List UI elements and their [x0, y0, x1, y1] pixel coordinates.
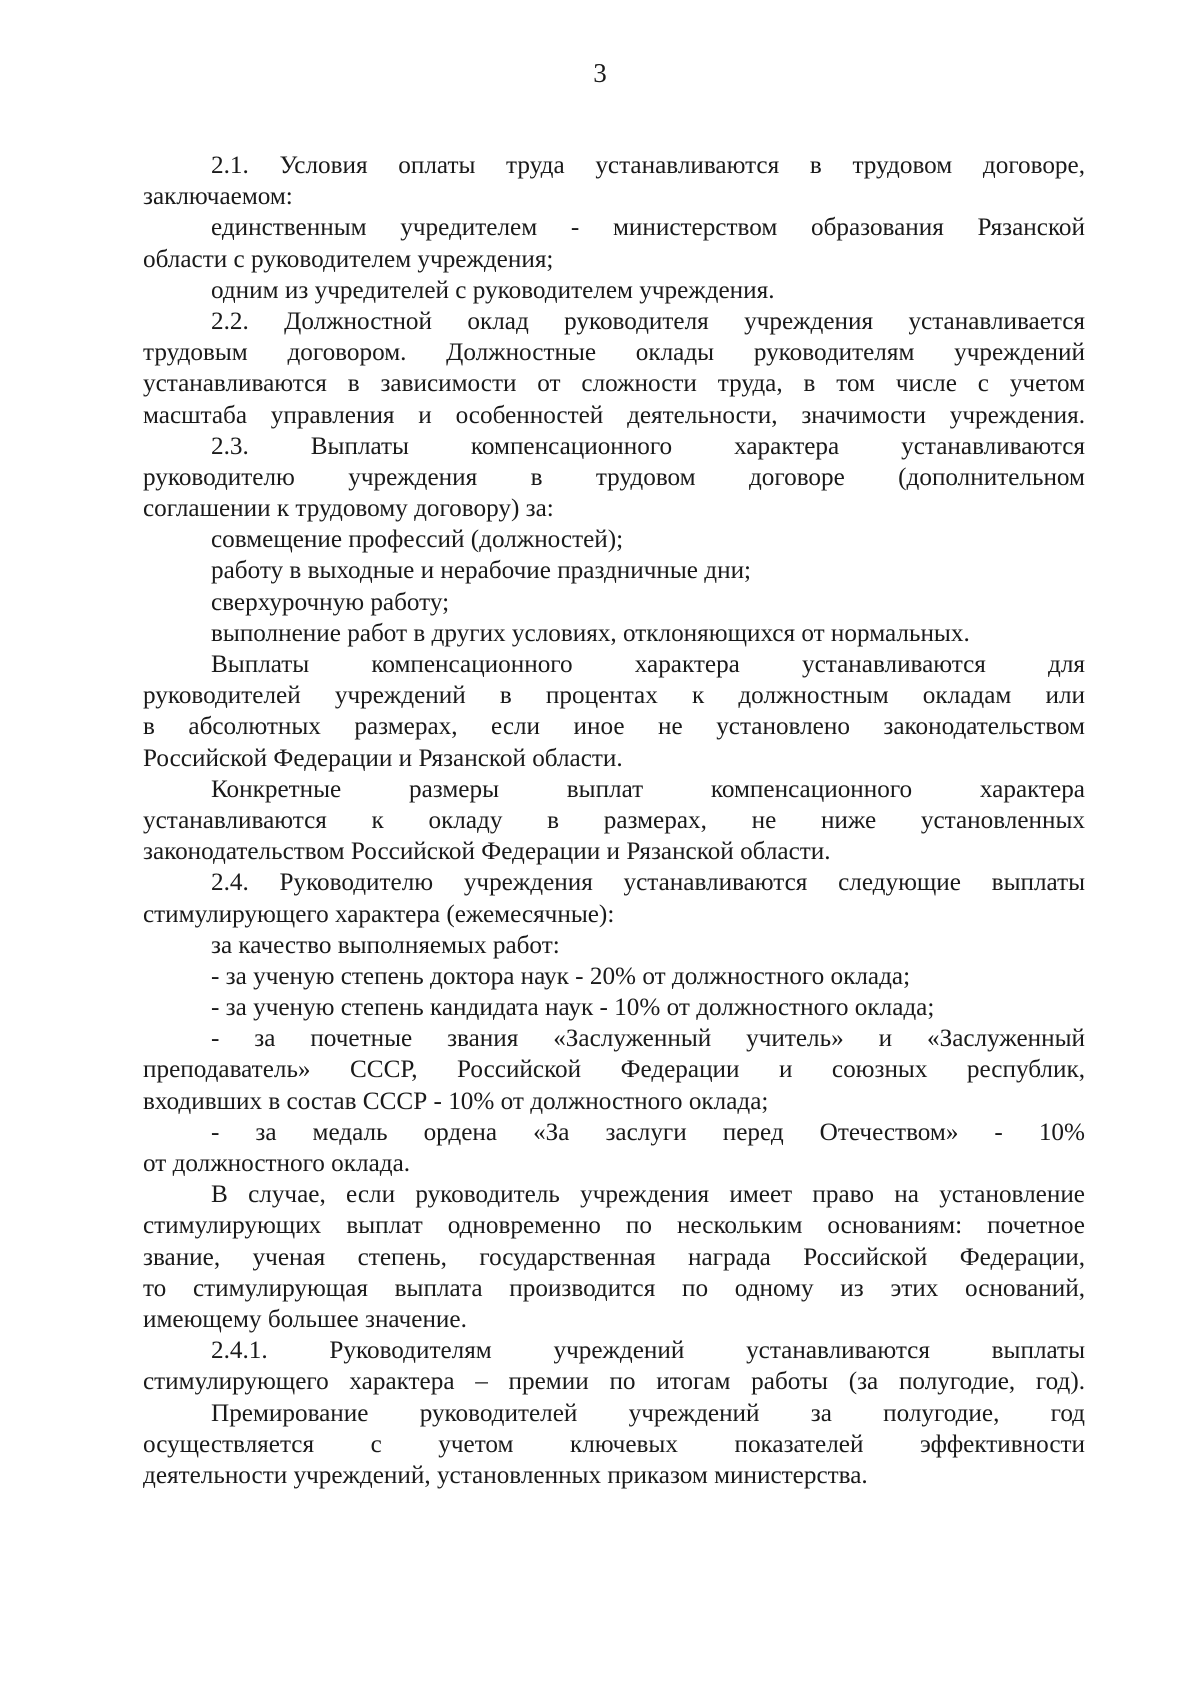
text-line: Российской Федерации и Рязанской области. — [143, 744, 623, 772]
text-line: деятельности учреждений, установленных приказом министерства. — [143, 1461, 868, 1489]
text-line: то стимулирующая выплата производится по одному из этих оснований, — [143, 1274, 1085, 1302]
text-line: - за почетные звания «Заслуженный учитель» и «Заслуженный — [211, 1025, 1085, 1053]
text-line: заключаемом: — [143, 183, 293, 211]
text-line: единственным учредителем - министерством образования Рязанской — [211, 214, 1085, 242]
text-line: области с руководителем учреждения; — [143, 245, 554, 273]
text-line: Конкретные размеры выплат компенсационного характера — [211, 775, 1085, 803]
text-line: стимулирующего характера – премии по итогам работы (за полугодие, год). — [143, 1368, 1085, 1396]
text-line: за качество выполняемых работ: — [211, 931, 560, 959]
text-line: В случае, если руководитель учреждения имеет право на установление — [211, 1181, 1085, 1209]
text-line: осуществляется с учетом ключевых показателей эффективности — [143, 1430, 1085, 1458]
text-line: законодательством Российской Федерации и Рязанской области. — [143, 838, 831, 866]
text-line: Выплаты компенсационного характера устанавливаются для — [211, 651, 1085, 678]
text-line: в абсолютных размерах, если иное не установлено законодательством — [143, 713, 1085, 741]
page-number: 3 — [593, 58, 607, 88]
text-line: трудовым договором. Должностные оклады руководителям учреждений — [143, 339, 1085, 367]
text-line: - за медаль ордена «За заслуги перед Отечеством» - 10% — [211, 1118, 1085, 1146]
text-line: 2.1. Условия оплаты труда устанавливаются в трудовом договоре, — [211, 152, 1085, 179]
text-line: имеющему большее значение. — [143, 1305, 467, 1333]
text-line: совмещение профессий (должностей); — [211, 526, 624, 554]
text-line: - за ученую степень доктора наук - 20% от должностного оклада; — [211, 962, 911, 990]
text-line: руководителю учреждения в трудовом договоре (дополнительном — [143, 463, 1085, 491]
text-line: от должностного оклада. — [143, 1150, 411, 1177]
text-line: - за ученую степень кандидата наук - 10% от должностного оклада; — [211, 994, 935, 1022]
text-line: выполнение работ в других условиях, отклоняющихся от нормальных. — [211, 619, 970, 647]
text-line: устанавливаются в зависимости от сложности труда, в том числе с учетом — [143, 370, 1085, 398]
text-line: 2.4.1. Руководителям учреждений устанавливаются выплаты — [211, 1337, 1085, 1365]
text-line: 2.4. Руководителю учреждения устанавливаются следующие выплаты — [211, 869, 1085, 897]
text-line: входивших в состав СССР - 10% от должностного оклада; — [143, 1087, 769, 1115]
text-line: масштаба управления и особенностей деятельности, значимости учреждения. — [143, 401, 1085, 429]
text-line: устанавливаются к окладу в размерах, не ниже установленных — [143, 806, 1085, 834]
text-line: преподаватель» СССР, Российской Федерации и союзных республик, — [143, 1056, 1085, 1084]
text-line: одним из учредителей с руководителем учреждения. — [211, 276, 775, 304]
text-line: звание, ученая степень, государственная награда Российской Федерации, — [143, 1243, 1085, 1271]
text-line: руководителей учреждений в процентах к должностным окладам или — [143, 682, 1085, 710]
text-line: стимулирующего характера (ежемесячные): — [143, 900, 615, 928]
text-line: 2.3. Выплаты компенсационного характера устанавливаются — [211, 432, 1085, 460]
text-line: соглашении к трудовому договору) за: — [143, 495, 554, 523]
text-line: стимулирующих выплат одновременно по нескольким основаниям: почетное — [143, 1212, 1085, 1240]
text-line: 2.2. Должностной оклад руководителя учреждения устанавливается — [211, 307, 1085, 335]
text-line: работу в выходные и нерабочие праздничные дни; — [211, 557, 752, 585]
text-line: сверхурочную работу; — [211, 588, 450, 616]
text-line: Премирование руководителей учреждений за полугодие, год — [211, 1399, 1085, 1427]
document-body — [143, 150, 1085, 1491]
